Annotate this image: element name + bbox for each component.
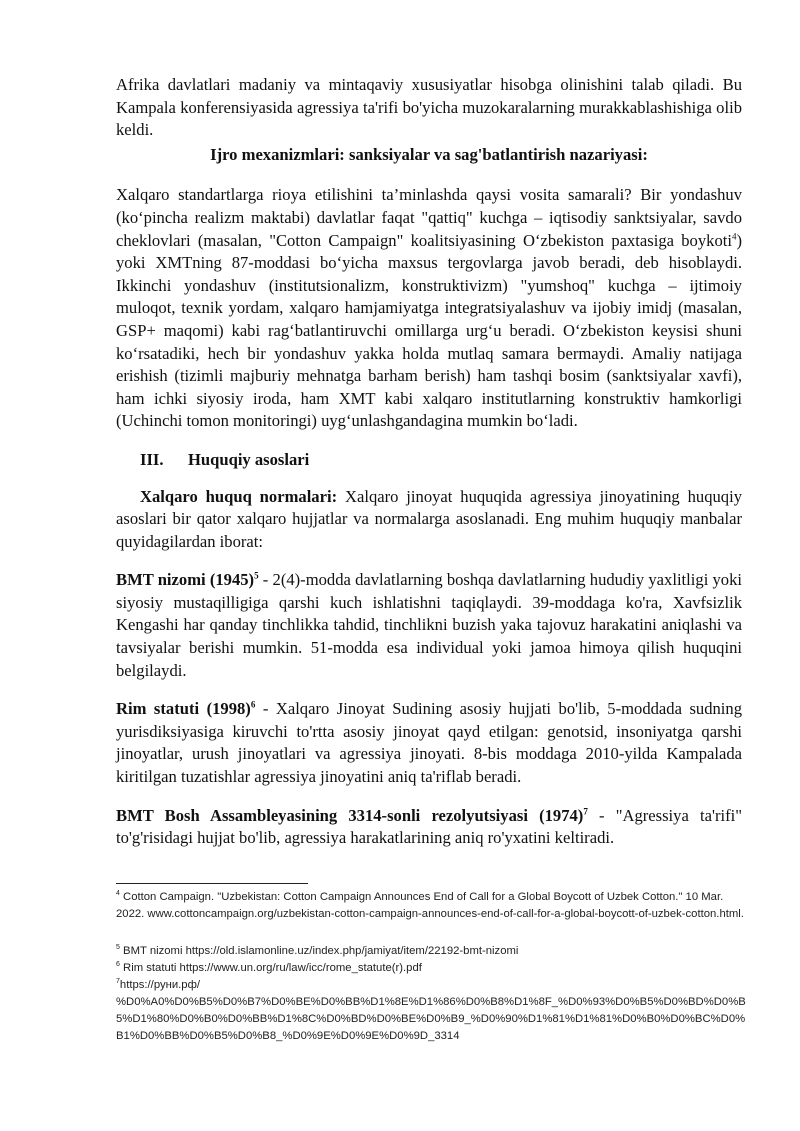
rome-statute-paragraph (116, 698, 742, 788)
intro-paragraph: Afrika davlatlari madaniy va mintaqaviy xususiyatlar hisobga olinishini talab qiladi. Bu Kampala konferensiyasida agressiya ta'rifi bo'yicha muzokaralarning murakkablashishiga olib keldi. (116, 75, 742, 140)
enforcement-text-1: Xalqaro standartlarga rioya etilishini ta’minlashda qaysi vosita samarali? Bir yondashuv (ko‘pincha realizm maktabi) davlatlar faqat "qattiq" kuchga – iqtisodiy sanktsiyalar, savdo cheklovlari (masalan, "Cotton Campaign" koalitsiyasining O‘zbekiston paxtasiga boykoti (116, 185, 742, 250)
section-heading (116, 449, 742, 472)
footnote-5 (116, 943, 746, 960)
enforcement-text-2: ) yoki XMTning 87-moddasi bo‘yicha maxsus tergovlarga javob beradi, deb hisoblaydi. Ikkinchi yondashuv (institutsionalizm, konstruktivizm) "yumshoq" kuchga – ijtimoiy muloqot, texnik yordam, xalqaro hamjamiyatga integratsiyalashuv va ijobiy imidj (masalan, GSP+ maqomi) kabi rag‘batlantiruvchi omillarga urg‘u beradi. O‘zbekiston keysisi shuni ko‘rsatadiki, hech bir yondashuv yakka holda mutlaq samara bermaydi. Amaliy natijaga erishish (tizimli majburiy mehnatga barham berish) ham tashqi bosim (sanktsiyalar xavfi), ham ichki siyosiy iroda, ham XMT kabi xalqaro institutlarning konstruktiv hamkorligi (Uchinchi tomon monitoringi) uyg‘unlashgandagina mumkin bo‘ladi. (116, 230, 742, 431)
footnote-6-text[interactable]: Rim statuti https://www.un.org/ru/law/icc/rome_statute(r).pdf (119, 962, 422, 974)
ga-resolution-lead: BMT Bosh Assambleyasining 3314-sonli rezolyutsiyasi (1974) (116, 805, 584, 825)
enforcement-paragraph (116, 184, 742, 433)
footnote-7-url[interactable]: %D0%A0%D0%B5%D0%B7%D0%BE%D0%BB%D1%8E%D1%86%D0%B8%D1%8F_%D0%93%D0%B5%D0%BD%D0%B5%D1%80%D0%B0%D0%BB%D1%8C%D0%BD%D0%BE%D0%B9_%D0%90%D1%81%D1%81%D0%B0%D0%BC%D0%B1%D0%BB%D0%B5%D0%B8_%D0%9E%D0%9E%D0%9D_3314 (116, 996, 746, 1042)
rome-statute-lead: Rim statuti (1998) (116, 699, 251, 719)
section-number: III. (140, 449, 164, 469)
footnote-7-number: 7 (116, 978, 120, 986)
footnote-5-text[interactable]: BMT nizomi https://old.islamonline.uz/index.php/jamiyat/item/22192-bmt-nizomi (119, 945, 519, 957)
norms-lead: Xalqaro huquq normalari: (140, 486, 338, 506)
footnote-4-number: 4 (116, 890, 120, 898)
un-charter-text: - 2(4)-modda davlatlarning boshqa davlatlarning hududiy yaxlitligi yoki siyosiy mustaqilligiga qarshi kuch ishlatishni taqiqlaydi. 39-moddaga ko'ra, Xavfsizlik Kengashi har qanday tinchlikka tahdid, tinchlikni buzish yaka tajovuz harakatini aniqlashi va tavsiyalar berishi mumkin. 51-modda esa individual yoki jamoa himoya qilish huquqini belgilaydi. (116, 570, 743, 680)
footnote-7-link[interactable]: https://руни.рф/ (119, 979, 201, 991)
section-title: Huquqiy asoslari (188, 449, 310, 469)
un-charter-paragraph (116, 569, 742, 682)
footnote-7 (116, 977, 746, 994)
norms-text: Xalqaro jinoyat huquqida agressiya jinoyatining huquqiy asoslari bir qator xalqaro hujjatlar va normalarga asoslanadi. Eng muhim huquqiy manbalar quyidagilardan iborat: (116, 486, 742, 551)
footnote-ref-7[interactable]: 7 (583, 806, 588, 817)
footnotes (116, 889, 746, 1045)
un-charter-lead: BMT nizomi (1945) (116, 570, 255, 590)
footnote-separator (116, 883, 308, 884)
footnote-4 (116, 889, 746, 923)
footnote-ref-4[interactable]: 4 (731, 231, 737, 242)
footnote-5-number: 5 (116, 944, 120, 952)
norms-paragraph (116, 486, 742, 554)
footnote-6-number: 6 (116, 961, 120, 969)
enforcement-heading: Ijro mexanizmlari: sanksiyalar va sag'batlantirish nazariyasi: (210, 144, 648, 164)
footnote-4-text: Cotton Campaign. "Uzbekistan: Cotton Campaign Announces End of Call for a Global Boycott of Uzbek Cotton." 10 Mar. 2022. www.cottoncampaign.org/uzbekistan-cotton-campaign-announces-end-of-call-for-a-global-boycott-of-uzbek-cotton.html. (116, 891, 744, 920)
ga-resolution-text: - "Agressiya ta'rifi" to'g'risidagi hujjat bo'lib, agressiya harakatlarining aniq ro'yxatini keltiradi. (116, 805, 742, 848)
rome-statute-text: - Xalqaro Jinoyat Sudining asosiy hujjati bo'lib, 5-moddada sudning yurisdiksiyasiga kiruvchi to'rtta asosiy jinoyat qayd etilgan: genotsid, insoniyatga qarshi jinoyatlar, urush jinoyatlari va agressiya jinoyati. 8-bis moddaga 2010-yilda Kampalada kiritilgan tuzatishlar agressiya jinoyatini aniq ta'riflab beradi. (116, 699, 742, 787)
footnote-6 (116, 960, 746, 977)
footnote-ref-6[interactable]: 6 (250, 699, 256, 710)
footnote-ref-5[interactable]: 5 (254, 570, 259, 581)
ga-resolution-paragraph (116, 805, 742, 850)
body-text (116, 74, 742, 850)
